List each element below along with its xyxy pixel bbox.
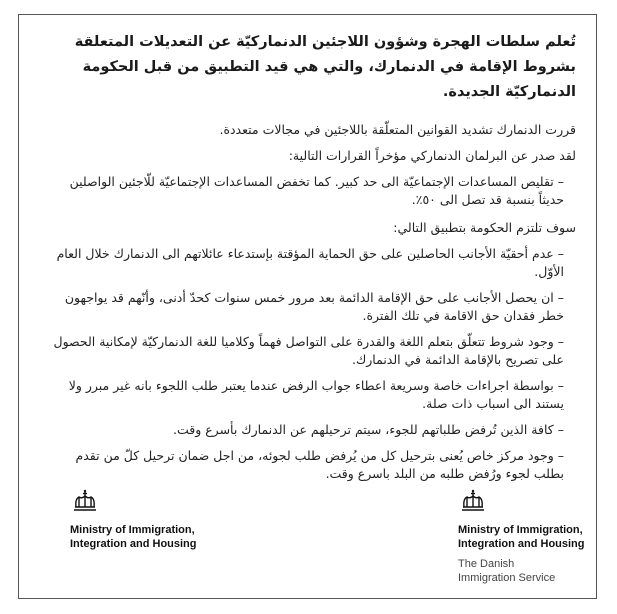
logo-line-2: Integration and Housing	[70, 538, 197, 550]
government-intro: سوف تلتزم الحكومة بتطبيق التالي:	[393, 220, 576, 235]
logo-line-4: Immigration Service	[458, 572, 556, 584]
crown-icon	[70, 487, 100, 517]
intro-paragraph: قررت الدنمارك تشديد القوانين المتعلّقة باللاجئين في مجالات متعددة.	[219, 122, 576, 137]
list-item	[44, 245, 576, 281]
government-list	[44, 245, 576, 483]
list-item	[44, 421, 576, 439]
list-item	[44, 173, 576, 209]
dash: –	[557, 422, 564, 437]
parliament-list	[44, 173, 576, 209]
list-item	[44, 333, 576, 369]
dash: –	[557, 246, 564, 261]
logo-line-3: The Danish	[458, 558, 515, 570]
list-item-text: وجود مركز خاص يُعنى بترحيل كل من يُرفض طلب لجوئه، من اجل ضمان ترحيل كلّ من تقدم بطلب لجوء ورُفض طلبه من البلد باسرع وقت.	[75, 448, 564, 481]
logo-line-1: Ministry of Immigration,	[458, 524, 583, 536]
logo-line-1: Ministry of Immigration,	[70, 524, 195, 536]
list-item-text: كافة الذين تُرفض طلباتهم للجوء، سيتم ترحيلهم عن الدنمارك بأسرع وقت.	[172, 422, 554, 437]
announcement-content	[44, 30, 576, 493]
headline: تُعلم سلطات الهجرة وشؤون اللاجئين الدنماركيّة عن التعديلات المتعلقة بشروط الإقامة في الدنمارك، والتي هي قيد التطبيق من قبل الحكومة الدنماركيّة الجديدة.	[74, 34, 576, 100]
dash: –	[557, 334, 564, 349]
dash: –	[557, 448, 564, 463]
crown-icon	[458, 487, 488, 517]
dash: –	[557, 174, 564, 189]
list-item	[44, 377, 576, 413]
parliament-intro: لقد صدر عن البرلمان الدنماركي مؤخراً القرارات التالية:	[288, 148, 576, 163]
ministry-logo-left	[70, 487, 197, 551]
list-item	[44, 447, 576, 483]
dash: –	[557, 290, 564, 305]
dash: –	[557, 378, 564, 393]
logo-line-2: Integration and Housing	[458, 538, 585, 550]
list-item-text: وجود شروط تتعلّق بتعلم اللغة والقدرة على التواصل فهماً وكلاميا للغة الدنماركيّة لإمكانية الحصول على تصريح بالإقامة الدائمة في الدنمارك.	[53, 334, 564, 367]
list-item	[44, 289, 576, 325]
ministry-logo-right	[458, 487, 585, 585]
list-item-text: ان يحصل الأجانب على حق الإقامة الدائمة بعد مرور خمس سنوات كحدّ أدنى، وأنّهم قد يواجهون خطر فقدان حق الاقامة في تلك الفترة.	[64, 290, 564, 323]
list-item-text: بواسطة اجراءات خاصة وسريعة اعطاء جواب الرفض عندما يعتبر طلب اللجوء بانه غير مبرر ولا يستند الى اسباب ذات صلة.	[68, 378, 564, 411]
list-item-text: تقليص المساعدات الإجتماعيّة الى حد كبير. كما تخفض المساعدات الإجتماعيّة للّاجئين الواصلين حديثاً بنسبة قد تصل الى ٥٠٪.	[69, 174, 564, 207]
list-item-text: عدم أحقيّة الأجانب الحاصلين على حق الحماية المؤقتة بإستدعاء عائلاتهم الى الدنمارك خلال العام الأوّل.	[56, 246, 564, 279]
